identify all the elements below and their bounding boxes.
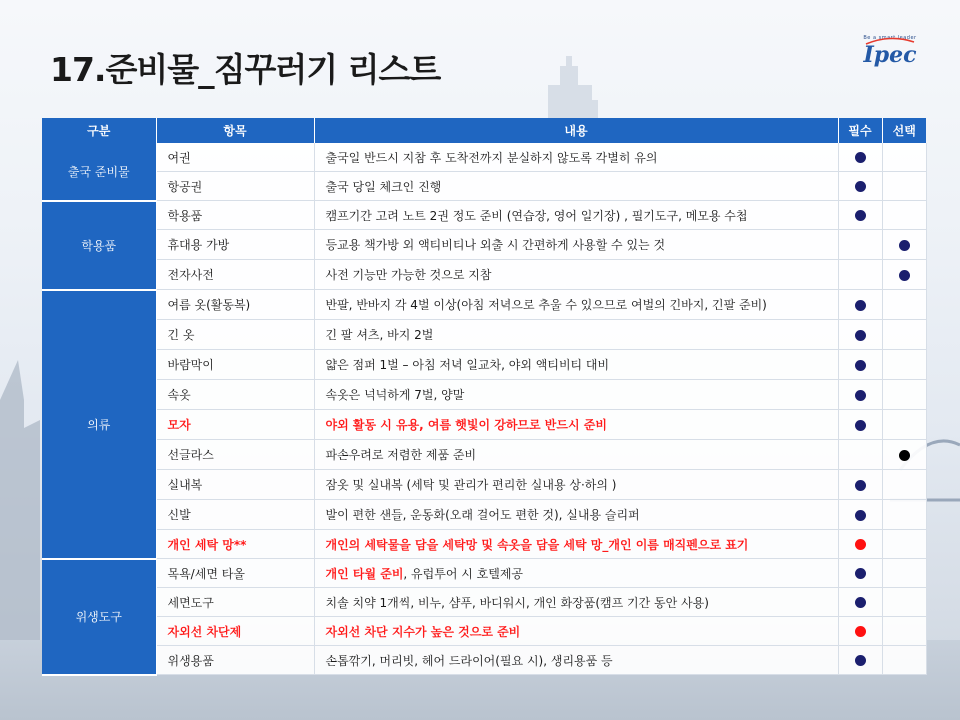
logo-swoosh-icon bbox=[864, 36, 916, 46]
required-dot-icon bbox=[855, 420, 866, 431]
content-emphasis: 개인 타월 준비 bbox=[325, 566, 404, 581]
required-cell bbox=[838, 260, 882, 290]
item-cell: 목욕/세면 타올 bbox=[156, 559, 314, 588]
content-cell: 캠프기간 고려 노트 2권 정도 준비 (연습장, 영어 일기장) , 필기도구, 메모용 수첩 bbox=[314, 201, 838, 230]
required-cell bbox=[838, 646, 882, 675]
header-required: 필수 bbox=[838, 118, 882, 143]
optional-cell bbox=[882, 380, 926, 410]
required-dot-icon bbox=[855, 539, 866, 550]
optional-cell bbox=[882, 410, 926, 440]
optional-cell bbox=[882, 350, 926, 380]
required-dot-icon bbox=[855, 210, 866, 221]
optional-dot-icon bbox=[899, 240, 910, 251]
item-cell: 학용품 bbox=[156, 201, 314, 230]
table-row bbox=[42, 588, 926, 617]
table-row bbox=[42, 350, 926, 380]
content-cell: 치솔 치약 1개씩, 비누, 샴푸, 바디워시, 개인 화장품(캠프 기간 동안 사용) bbox=[314, 588, 838, 617]
required-cell bbox=[838, 201, 882, 230]
logo-tagline: Be a smart leader bbox=[863, 35, 917, 41]
optional-cell bbox=[882, 320, 926, 350]
optional-cell bbox=[882, 617, 926, 646]
content-cell: 속옷은 넉넉하게 7벌, 양말 bbox=[314, 380, 838, 410]
table-row bbox=[42, 559, 926, 588]
item-cell: 긴 옷 bbox=[156, 320, 314, 350]
optional-cell bbox=[882, 470, 926, 500]
item-cell: 개인 세탁 망** bbox=[156, 530, 314, 559]
content-cell: 얇은 점퍼 1벌 – 아침 저녁 일교차, 야외 액티비티 대비 bbox=[314, 350, 838, 380]
table-row bbox=[42, 646, 926, 675]
table-row bbox=[42, 201, 926, 230]
required-cell bbox=[838, 172, 882, 201]
required-dot-icon bbox=[855, 480, 866, 491]
optional-dot-icon bbox=[899, 450, 910, 461]
required-dot-icon bbox=[855, 330, 866, 341]
table-row bbox=[42, 172, 926, 201]
optional-cell bbox=[882, 172, 926, 201]
content-cell: 발이 편한 샌들, 운동화(오래 걸어도 편한 것), 실내용 슬리퍼 bbox=[314, 500, 838, 530]
table-row bbox=[42, 500, 926, 530]
optional-cell bbox=[882, 260, 926, 290]
item-cell: 여름 옷(활동복) bbox=[156, 290, 314, 320]
content-cell: 파손우려로 저렴한 제품 준비 bbox=[314, 440, 838, 470]
required-cell bbox=[838, 440, 882, 470]
content-cell: 개인의 세탁물을 담을 세탁망 및 속옷을 담을 세탁 망_개인 이름 매직펜으로 표기 bbox=[314, 530, 838, 559]
required-dot-icon bbox=[855, 568, 866, 579]
table-header-row bbox=[42, 118, 926, 143]
table-row bbox=[42, 380, 926, 410]
table-row bbox=[42, 320, 926, 350]
item-cell: 속옷 bbox=[156, 380, 314, 410]
optional-cell bbox=[882, 500, 926, 530]
required-dot-icon bbox=[855, 655, 866, 666]
content-text: , 유럽투어 시 호텔제공 bbox=[403, 566, 524, 581]
item-cell: 항공권 bbox=[156, 172, 314, 201]
required-cell bbox=[838, 143, 882, 172]
item-cell: 여권 bbox=[156, 143, 314, 172]
table-row bbox=[42, 230, 926, 260]
required-cell bbox=[838, 350, 882, 380]
optional-dot-icon bbox=[899, 270, 910, 281]
required-cell bbox=[838, 530, 882, 559]
content-cell: 출국일 반드시 지참 후 도착전까지 분실하지 않도록 각별히 유의 bbox=[314, 143, 838, 172]
table-row bbox=[42, 470, 926, 500]
ipec-logo bbox=[858, 30, 922, 80]
required-dot-icon bbox=[855, 390, 866, 401]
item-cell: 전자사전 bbox=[156, 260, 314, 290]
content-cell: 자외선 차단 지수가 높은 것으로 준비 bbox=[314, 617, 838, 646]
table-row bbox=[42, 410, 926, 440]
required-cell bbox=[838, 410, 882, 440]
header-category: 구분 bbox=[42, 118, 156, 143]
table-row bbox=[42, 143, 926, 172]
required-cell bbox=[838, 470, 882, 500]
header-content: 내용 bbox=[314, 118, 838, 143]
item-cell: 모자 bbox=[156, 410, 314, 440]
category-cell: 학용품 bbox=[42, 201, 156, 290]
table-row bbox=[42, 617, 926, 646]
required-dot-icon bbox=[855, 181, 866, 192]
required-cell bbox=[838, 617, 882, 646]
header-item: 항목 bbox=[156, 118, 314, 143]
required-cell bbox=[838, 290, 882, 320]
required-dot-icon bbox=[855, 360, 866, 371]
category-cell: 의류 bbox=[42, 290, 156, 559]
item-cell: 휴대용 가방 bbox=[156, 230, 314, 260]
required-dot-icon bbox=[855, 510, 866, 521]
required-dot-icon bbox=[855, 300, 866, 311]
required-cell bbox=[838, 320, 882, 350]
content-cell: 등교용 책가방 외 액티비티나 외출 시 간편하게 사용할 수 있는 것 bbox=[314, 230, 838, 260]
table-row bbox=[42, 290, 926, 320]
optional-cell bbox=[882, 530, 926, 559]
optional-cell bbox=[882, 646, 926, 675]
content-cell: 잠옷 및 실내복 (세탁 및 관리가 편리한 실내용 상·하의 ) bbox=[314, 470, 838, 500]
required-cell bbox=[838, 500, 882, 530]
content-cell: 긴 팔 셔츠, 바지 2벌 bbox=[314, 320, 838, 350]
content-cell: 야외 활동 시 유용, 여름 햇빛이 강하므로 반드시 준비 bbox=[314, 410, 838, 440]
page-title: 17.준비물_짐꾸러기 리스트 bbox=[50, 50, 441, 89]
item-cell: 위생용품 bbox=[156, 646, 314, 675]
content-cell: 반팔, 반바지 각 4벌 이상(아침 저녁으로 추울 수 있으므로 여벌의 긴바지, 긴팔 준비) bbox=[314, 290, 838, 320]
required-cell bbox=[838, 380, 882, 410]
content-cell: 출국 당일 체크인 진행 bbox=[314, 172, 838, 201]
optional-cell bbox=[882, 440, 926, 470]
content-cell bbox=[314, 559, 838, 588]
optional-cell bbox=[882, 559, 926, 588]
content-cell: 사전 기능만 가능한 것으로 지참 bbox=[314, 260, 838, 290]
optional-cell bbox=[882, 143, 926, 172]
item-cell: 실내복 bbox=[156, 470, 314, 500]
table-row bbox=[42, 530, 926, 559]
packing-list-table bbox=[42, 118, 927, 676]
item-cell: 바람막이 bbox=[156, 350, 314, 380]
category-cell: 출국 준비물 bbox=[42, 143, 156, 201]
item-cell: 신발 bbox=[156, 500, 314, 530]
item-cell: 선글라스 bbox=[156, 440, 314, 470]
optional-cell bbox=[882, 290, 926, 320]
content-cell: 손톱깎기, 머리빗, 헤어 드라이어(필요 시), 생리용품 등 bbox=[314, 646, 838, 675]
header-optional: 선택 bbox=[882, 118, 926, 143]
required-cell bbox=[838, 588, 882, 617]
optional-cell bbox=[882, 588, 926, 617]
logo-wordmark: Ipec bbox=[863, 42, 917, 68]
optional-cell bbox=[882, 201, 926, 230]
required-dot-icon bbox=[855, 626, 866, 637]
required-dot-icon bbox=[855, 152, 866, 163]
item-cell: 세면도구 bbox=[156, 588, 314, 617]
required-cell bbox=[838, 230, 882, 260]
required-dot-icon bbox=[855, 597, 866, 608]
category-cell: 위생도구 bbox=[42, 559, 156, 675]
table-row bbox=[42, 440, 926, 470]
table-row bbox=[42, 260, 926, 290]
optional-cell bbox=[882, 230, 926, 260]
item-cell: 자외선 차단제 bbox=[156, 617, 314, 646]
required-cell bbox=[838, 559, 882, 588]
